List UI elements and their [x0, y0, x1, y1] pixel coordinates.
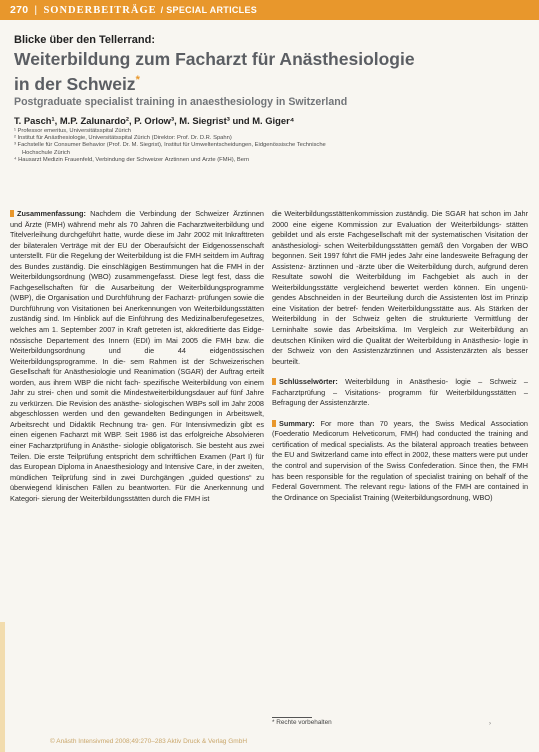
abstract-de-line: für Anästhesiologie und Reanimation (SGAR) der: [50, 367, 218, 377]
section-title-en: / SPECIAL ARTICLES: [160, 5, 258, 15]
abstract-de-line: eidgenössischen Weiterbildungsprogramme. In die-: [10, 346, 265, 366]
abstract-de-line: chen und somit die Mindestweiterbildungsdauer auf: [53, 388, 228, 398]
section-marker-icon: [272, 378, 276, 385]
summary-line: Helveticorum, FMH) had conducted the training and: [348, 429, 528, 439]
title-line-2-text: in der Schweiz: [14, 73, 136, 94]
abstract-de: [10, 209, 264, 504]
abstract-de-line: unterstellt. Für die Regelung der Weiterbildung ist die: [10, 251, 184, 261]
abstract-de-line: nössische Departement des Innern (EDI) im Mai 2005: [10, 335, 198, 345]
abstract-de-continued-line: Assistenten löst im Prinzip eine Visitation der betref-: [272, 293, 528, 313]
abstract-de-continued-line: stätten gebildet und als erste Fachgesellschaft mit: [272, 219, 528, 240]
footnote: * Rechte vorbehalten: [272, 719, 332, 726]
affiliations: [14, 128, 519, 164]
abstract-de-line: Titelverleihung durchgeführt hatte, wurde diese im: [10, 230, 175, 240]
page-number: 270: [10, 4, 29, 16]
article-subtitle: Postgraduate specialist training in anaesthesiology in Switzerland: [14, 96, 348, 108]
abstract-de-continued-line: gendes Abschneiden in der Beurteilung durch die: [272, 293, 438, 303]
abstract-de-line: prüfungen sowie die Durchführung von Visitationen: [10, 293, 264, 313]
abstract-de-line: gen. Für Intensivmedizin gibt es einen eigenen: [10, 419, 264, 440]
abstract-de-continued-line: Jahr eine landesweite Befragung der Assistenz-: [272, 251, 528, 271]
abstract-de-line: Arbeitswelt, Arbeitsrecht und Didaktik Rechnung tra-: [10, 409, 264, 429]
abstract-de-line: Jahr 2002 mit Inkrafttreten der bilateralen Verträge: [10, 230, 264, 250]
abstract-de-continued-line: im Fachgebiet als auch in der Weiterbildungsstätte: [272, 272, 528, 292]
abstract-de-line: Auftrag erteilt worden, aus ihrem WBP die nicht fach-: [10, 367, 264, 387]
side-accent-bar: [0, 622, 5, 752]
abstract-de-line: Examen (Part I) für das European Diploma in: [10, 451, 264, 472]
summary-label: Summary:: [279, 418, 315, 428]
abstract-de-line: sierung der Weiterbildungsstätten durch die FMH ist: [39, 493, 210, 503]
abstract-de-line: die FMH bzw. die Weiterbildungsordnung und die 44: [10, 335, 264, 356]
abstract-de-label: Zusammenfassung:: [17, 209, 86, 218]
abstract-de-line: Ausarbeitung der Weiterbildungsprogramme (WBP),: [10, 282, 264, 303]
abstract-de-continued-line: Vermittlung der Lerninhalte sowie das Arbeitsklima.: [272, 314, 528, 335]
abstract-de-line: Weiterbildungsordnung (WBO) zusammengefasst.: [10, 272, 176, 282]
abstract-de-line: einschlägigen Bestimmungen hat die FMH in der: [99, 261, 265, 271]
abstract-de-continued-line: schen Weiterbildungsstätten gemäß den Vorgaben: [321, 240, 494, 250]
abstract-de-continued-line: Weiterbildung in der Schweiz gelten die strukturierte: [272, 314, 468, 324]
abstract-de-line: mehr als 70 Jahren die Facharztweiterbildung und: [95, 219, 264, 229]
abstract-de-line: sem Rahmen ist der Schweizerischen Gesellschaft: [10, 356, 264, 377]
summary-line: under the control and supervision of the Swiss: [272, 450, 528, 471]
footnote-rule: [272, 717, 312, 718]
abstract-de-line: Anaesthesiology and Intensive Care, in der zweiten,: [92, 462, 264, 472]
abstract-de-line: Facharzt mit WBP. Seit 1986 ist das erfolgreiche: [56, 430, 224, 440]
keywords-line: programm für Weiterbildungsstätten – Befragung der: [272, 387, 528, 408]
title-line-2: [14, 70, 519, 95]
abstract-de-continued-line: Im Vergleich zur Weiterbildung an deutschen Kliniken: [272, 325, 528, 345]
abstract-de-continued-line: SGAR hat schon im Jahr 2000 eine eigene: [272, 209, 528, 229]
summary-line: approach treaties between the EU and Switzerland: [272, 439, 528, 460]
affiliation-3-cont: Hochschule Zürich: [22, 149, 71, 156]
keywords-label: Schlüsselwörter:: [279, 377, 338, 387]
abstract-de-line: Nachdem die Verbindung: [90, 209, 177, 218]
summary-text: [272, 419, 528, 502]
section-marker-icon: [272, 420, 276, 427]
author-list: T. Pasch¹, M.P. Zalunardo², P. Orlow³, M. Siegrist³ und M. Giger⁴: [14, 115, 295, 126]
title-line-1: Weiterbildung zum Facharzt für Anästhesiologie: [14, 49, 415, 69]
abstract-de-line: Diese legt fest, dass die Fachgesellschaften für die: [10, 272, 265, 292]
abstract-de-line: bei Anerkennungen von Weiterbildungsstätten: [109, 303, 265, 313]
summary-line: lations of the FMH are contained in the Ordinance on: [272, 482, 528, 502]
affiliation-2: ² Institut für Anästhesiologie, Universitätsspital Zürich (Direktor: Prof. Dr. D.R. Spahn): [14, 135, 232, 142]
abstract-de-line: fünf Jahre zu verkürzen. Die Revision des anästhe-: [10, 388, 264, 408]
abstract-de-line: der Schweizer Ärztinnen und Ärzte (FMH) während: [10, 209, 264, 229]
abstract-de-line: mündlichen Teilprüfung sind in zwei Durchgängen: [10, 472, 185, 482]
summary-line: came into effect in 2002, these matters were put: [348, 450, 508, 460]
abstract-de-line: FMH seitdem im Auftrag des Bundes zuständig. Die: [10, 251, 264, 271]
abstract-de-line: Absolvieren einer Facharztprüfung in Anästhe-: [10, 430, 264, 451]
keywords-line: Assistenzärzte.: [318, 398, 370, 408]
abstract-de-line: werden und den gewandelten Bedingungen in: [58, 409, 223, 419]
summary-line: certification of medical specialists. As the bilateral: [272, 439, 438, 449]
left-column: [10, 209, 264, 504]
abstract-de-line: mit der EU der Oberaufsicht der Eidgenossenschaft: [87, 240, 264, 250]
affiliation-1: ¹ Professor emeritus, Universitätsspital Zürich: [14, 128, 131, 134]
abstract-de-continued-line: vergleichend bewertet werden können. Ein ungenü-: [337, 282, 528, 292]
keywords-de: [272, 377, 528, 409]
abstract-de-line: Die erste Teilprüfung entspricht dem schriftlichen: [31, 451, 197, 461]
keywords-line: logie – Schweiz – Facharztprüfung – Visitations-: [272, 377, 528, 397]
article-title: [14, 49, 519, 95]
right-column: [272, 209, 528, 503]
summary-en: [272, 419, 528, 503]
abstract-de-continued-line: ärztinnen und -ärzte über die Weiterbildung durch,: [305, 261, 475, 271]
section-marker-icon: [10, 210, 14, 217]
abstract-de-line: 2007 in Kraft getreten ist, akkreditierte das Eidge-: [96, 325, 264, 335]
abstract-de-continued: [272, 209, 528, 367]
abstract-de-continued-line: Assistenzärzten als besser beurteilt.: [272, 346, 528, 366]
affiliation-4: ⁴ Hausarzt Medizin Frauenfeld, Verbindung der Schweizer Ärztinnen und Ärzte (FMH), Bern: [14, 156, 250, 163]
continue-arrow-icon: ›: [489, 721, 491, 727]
summary-line: Confederation. Since then, the FMH has been: [272, 461, 529, 481]
abstract-de-line: zu beantworten. Für die Anerkennung und Kategori-: [10, 483, 264, 503]
abstract-de-continued-line: Kommission zur Evaluation der Weiterbildungs-: [333, 219, 502, 229]
summary-line: For more than 70 years, the Swiss: [320, 418, 455, 428]
abstract-de-text: [10, 209, 264, 503]
abstract-de-continued-line: der WBO begonnen. Seit 1997 führt die FMH jedes: [272, 240, 529, 261]
abstract-de-line: spezifische Weiterbildung von einem Jahr zu strei-: [10, 377, 265, 398]
abstract-de-continued-line: der systematischen Visitation der anästhesiologi-: [272, 230, 529, 250]
abstract-de-continued-line: aufgrund deren Resultate sowohl die Weiterbildung: [272, 261, 528, 282]
abstract-de-line: die Organisation und Durchführung der Facharzt-: [33, 293, 196, 303]
keywords-line: Weiterbildung in Anästhesio-: [345, 377, 449, 387]
abstract-de-continued-line: die Weiterbildungsstättenkommission zuständig. Die: [272, 209, 443, 218]
summary-line: Specialist Training (Weiterbildungsordnung, WBO): [327, 492, 493, 502]
abstract-de-continued-line: wird die Qualität der Weiterbildung in Anästhesio-: [334, 335, 502, 345]
summary-line: Medical Association (Foederatio Medicorum: [272, 418, 528, 439]
summary-line: responsible for the regulation of specialist training on: [302, 471, 483, 481]
header-separator: |: [34, 4, 38, 16]
abstract-de-line: siologischen WBPs soll im Jahr 2008 abgeschlossen: [10, 398, 264, 419]
abstract-de-line: Medizinalberufegesetzes, welches am 1. September: [10, 314, 264, 335]
abstract-de-continued-line: fenden Weiterbildungsstätte aus. Als Stärken der: [358, 303, 528, 313]
copyright-line: © Anästh Intensivmed 2008;49:270–283 Aktiv Druck & Verlag GmbH: [50, 738, 248, 745]
running-header: [0, 0, 539, 20]
affiliation-3: ³ Fachstelle für Consumer Behavior (Prof. Dr. M. Siegrist), Institut für Umweltentscheidungen, Eidgenössische Technische: [14, 142, 326, 149]
kicker: Blicke über den Tellerrand:: [14, 34, 156, 46]
section-title-de: SONDERBEITRÄGE: [43, 4, 157, 16]
abstract-de-continued-line: logie in der Schweiz von den Assistenzärztinnen und: [272, 335, 528, 356]
summary-line: behalf of the Federal Government. The relevant regu-: [272, 471, 529, 492]
abstract-de-line: siologie obligatorisch. Sie besteht aus zwei Teilen.: [10, 441, 264, 461]
abstract-de-line: zuständig sind. Im Hinblick auf die Einführung des: [10, 314, 179, 324]
title-footnote-marker: *: [135, 74, 140, 86]
abstract-de-line: „guided questions“ zu überwiegend klinischen Fällen: [10, 472, 264, 493]
